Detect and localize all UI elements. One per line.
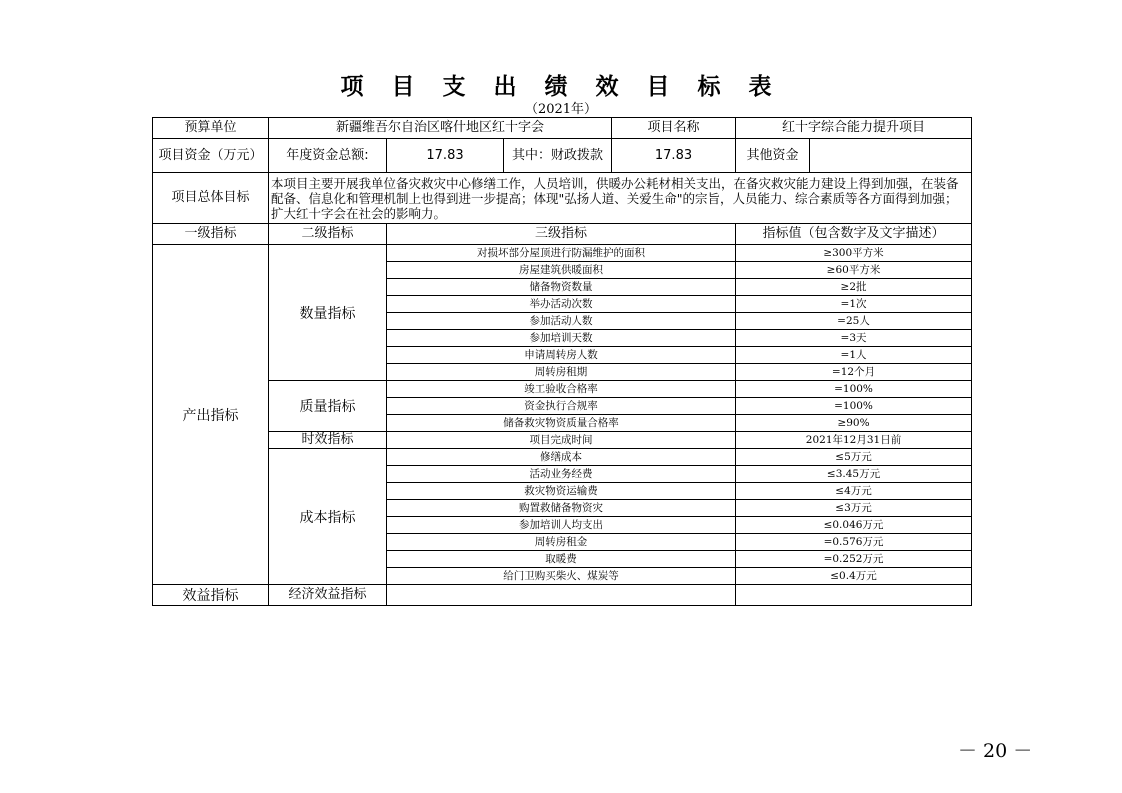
header-level1: 一级指标 <box>153 224 269 245</box>
indicator-value: =0.576万元 <box>736 534 972 551</box>
benefit-row <box>153 585 972 606</box>
indicator-name: 参加活动人数 <box>387 313 736 330</box>
quantity-indicator-label: 数量指标 <box>269 245 387 381</box>
budget-unit-row <box>153 118 972 139</box>
indicator-value: ≥60平方米 <box>736 262 972 279</box>
indicator-name: 参加培训天数 <box>387 330 736 347</box>
indicator-name: 竣工验收合格率 <box>387 381 736 398</box>
indicator-name: 救灾物资运输费 <box>387 483 736 500</box>
indicator-name: 项目完成时间 <box>387 432 736 449</box>
indicator-value: =12个月 <box>736 364 972 381</box>
table-row <box>153 449 972 466</box>
indicator-name: 修缮成本 <box>387 449 736 466</box>
table-row <box>153 245 972 262</box>
economic-benefit-value <box>736 585 972 606</box>
fund-label: 项目资金（万元） <box>153 139 269 173</box>
budget-unit-label: 预算单位 <box>153 118 269 139</box>
fiscal-value: 17.83 <box>612 139 736 173</box>
project-name-value: 红十字综合能力提升项目 <box>736 118 972 139</box>
economic-benefit-name <box>387 585 736 606</box>
indicator-name: 举办活动次数 <box>387 296 736 313</box>
indicator-name: 取暖费 <box>387 551 736 568</box>
indicator-value: ≤3万元 <box>736 500 972 517</box>
benefit-indicator-label: 效益指标 <box>153 585 269 606</box>
indicator-name: 购置救储备物资灾 <box>387 500 736 517</box>
timeliness-indicator-label: 时效指标 <box>269 432 387 449</box>
performance-target-table <box>152 117 972 606</box>
other-fund-label: 其他资金 <box>736 139 810 173</box>
page-number: － 20 － <box>958 740 1033 762</box>
indicator-value: =1次 <box>736 296 972 313</box>
indicator-name: 活动业务经费 <box>387 466 736 483</box>
other-fund-value <box>810 139 972 173</box>
economic-benefit-label: 经济效益指标 <box>269 585 387 606</box>
indicator-name: 储备物资数量 <box>387 279 736 296</box>
indicator-value: =100% <box>736 381 972 398</box>
indicator-name: 储备救灾物资质量合格率 <box>387 415 736 432</box>
indicator-value: =25人 <box>736 313 972 330</box>
indicator-value: ≤5万元 <box>736 449 972 466</box>
budget-unit-value: 新疆维吾尔自治区喀什地区红十字会 <box>269 118 612 139</box>
indicator-value: =0.252万元 <box>736 551 972 568</box>
indicator-value: ≤3.45万元 <box>736 466 972 483</box>
indicator-name: 参加培训人均支出 <box>387 517 736 534</box>
header-level2: 二级指标 <box>269 224 387 245</box>
project-name-label: 项目名称 <box>612 118 736 139</box>
page-title: 项 目 支 出 绩 效 目 标 表 <box>340 74 782 100</box>
header-value: 指标值（包含数字及文字描述） <box>736 224 972 245</box>
quality-indicator-label: 质量指标 <box>269 381 387 432</box>
indicator-value: ≤0.4万元 <box>736 568 972 585</box>
indicator-name: 申请周转房人数 <box>387 347 736 364</box>
indicator-name: 给门卫购买柴火、煤炭等 <box>387 568 736 585</box>
indicator-value: =1人 <box>736 347 972 364</box>
cost-indicator-label: 成本指标 <box>269 449 387 585</box>
header-level3: 三级指标 <box>387 224 736 245</box>
goal-text: 本项目主要开展我单位备灾救灾中心修缮工作，人员培训，供暖办公耗材相关支出，在备灾救灾能力建设上得到加强，在装备配备、信息化和管理机制上也得到进一步提高；体现"弘扬人道、关爱生命"的宗旨，人员能力、综合素质等各方面得到加强；扩大红十字会在社会的影响力。 <box>269 173 972 224</box>
indicator-name: 周转房租金 <box>387 534 736 551</box>
indicator-name: 对损坏部分屋顶进行防漏维护的面积 <box>387 245 736 262</box>
indicator-value: =3天 <box>736 330 972 347</box>
indicator-name: 资金执行合规率 <box>387 398 736 415</box>
indicator-value: ≤4万元 <box>736 483 972 500</box>
fund-row <box>153 139 972 173</box>
annual-total-label: 年度资金总额: <box>269 139 387 173</box>
header-row <box>153 224 972 245</box>
indicator-name: 房屋建筑供暖面积 <box>387 262 736 279</box>
table-row <box>153 381 972 398</box>
indicator-name: 周转房租期 <box>387 364 736 381</box>
goal-row <box>153 173 972 224</box>
indicator-value: =100% <box>736 398 972 415</box>
output-indicator-label: 产出指标 <box>153 245 269 585</box>
indicator-value: ≥2批 <box>736 279 972 296</box>
indicator-value: ≥90% <box>736 415 972 432</box>
fiscal-label: 其中：财政拨款 <box>504 139 612 173</box>
annual-total-value: 17.83 <box>387 139 504 173</box>
indicator-value: ≤0.046万元 <box>736 517 972 534</box>
goal-label: 项目总体目标 <box>153 173 269 224</box>
report-year: （2021年） <box>524 102 598 117</box>
indicator-value: 2021年12月31日前 <box>736 432 972 449</box>
indicator-value: ≥300平方米 <box>736 245 972 262</box>
table-row <box>153 432 972 449</box>
